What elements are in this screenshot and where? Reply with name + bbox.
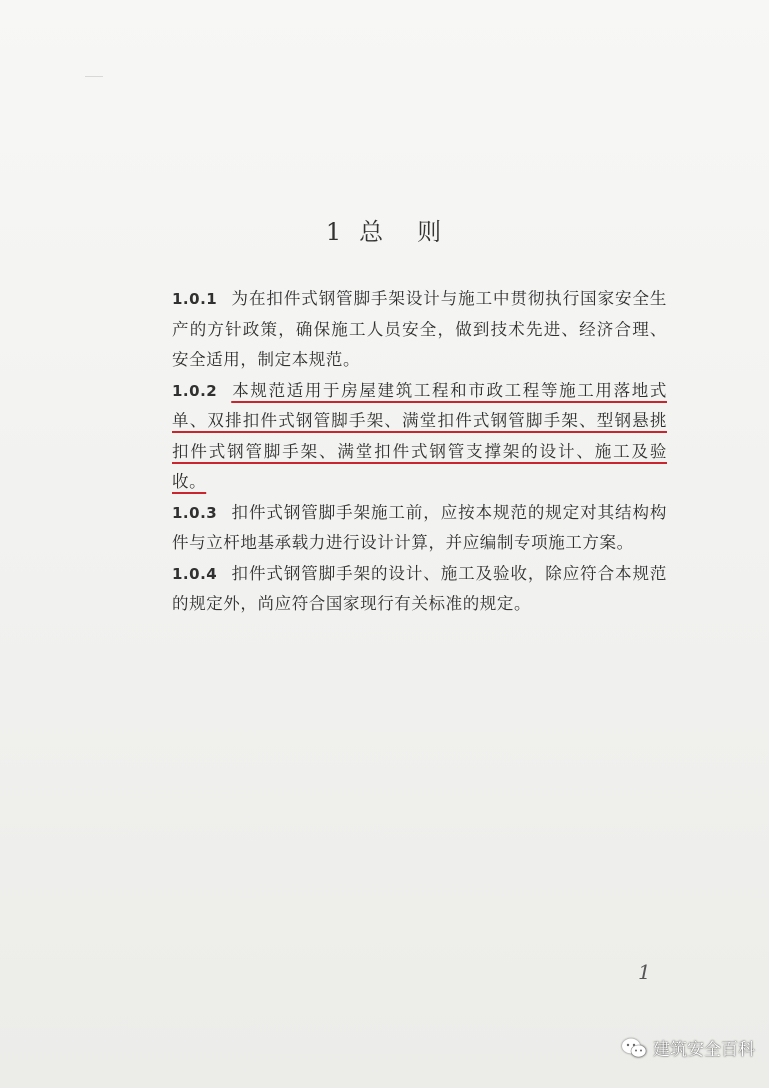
chapter-title — [0, 212, 769, 247]
clause-1-0-2 — [172, 376, 667, 498]
clause-1-0-3 — [172, 498, 667, 559]
watermark — [621, 1035, 755, 1060]
clause-number: 1.0.4 — [172, 564, 218, 583]
clause-list — [172, 284, 667, 620]
chapter-title-char-1: 总 — [359, 218, 386, 246]
clause-number: 1.0.2 — [172, 381, 218, 400]
clause-1-0-1 — [172, 284, 667, 376]
page-number: 1 — [638, 960, 651, 984]
watermark-text: 建筑安全百科 — [653, 1040, 755, 1060]
clause-text-underlined: 本规范适用于房屋建筑工程和市政工程等施工用落地式单、双排扣件式钢管脚手架、满堂扣件式钢管脚手架、型钢悬挑扣件式钢管脚手架、满堂扣件式钢管支撑架的设计、施工及验收。 — [172, 380, 667, 491]
clause-1-0-4 — [172, 559, 667, 620]
corner-mark — [85, 76, 103, 77]
clause-text: 扣件式钢管脚手架施工前，应按本规范的规定对其结构构件与立杆地基承载力进行设计计算，并应编制专项施工方案。 — [172, 502, 667, 552]
clause-text: 扣件式钢管脚手架的设计、施工及验收，除应符合本规范的规定外，尚应符合国家现行有关标准的规定。 — [172, 563, 667, 613]
clause-number: 1.0.1 — [172, 290, 218, 308]
chapter-number: 1 — [325, 218, 344, 246]
clause-text: 为在扣件式钢管脚手架设计与施工中贯彻执行国家安全生产的方针政策，确保施工人员安全，做到技术先进、经济合理、安全适用，制定本规范。 — [172, 289, 667, 369]
chapter-title-char-2: 则 — [417, 218, 444, 246]
clause-number: 1.0.3 — [172, 503, 218, 522]
wechat-icon — [621, 1037, 647, 1059]
